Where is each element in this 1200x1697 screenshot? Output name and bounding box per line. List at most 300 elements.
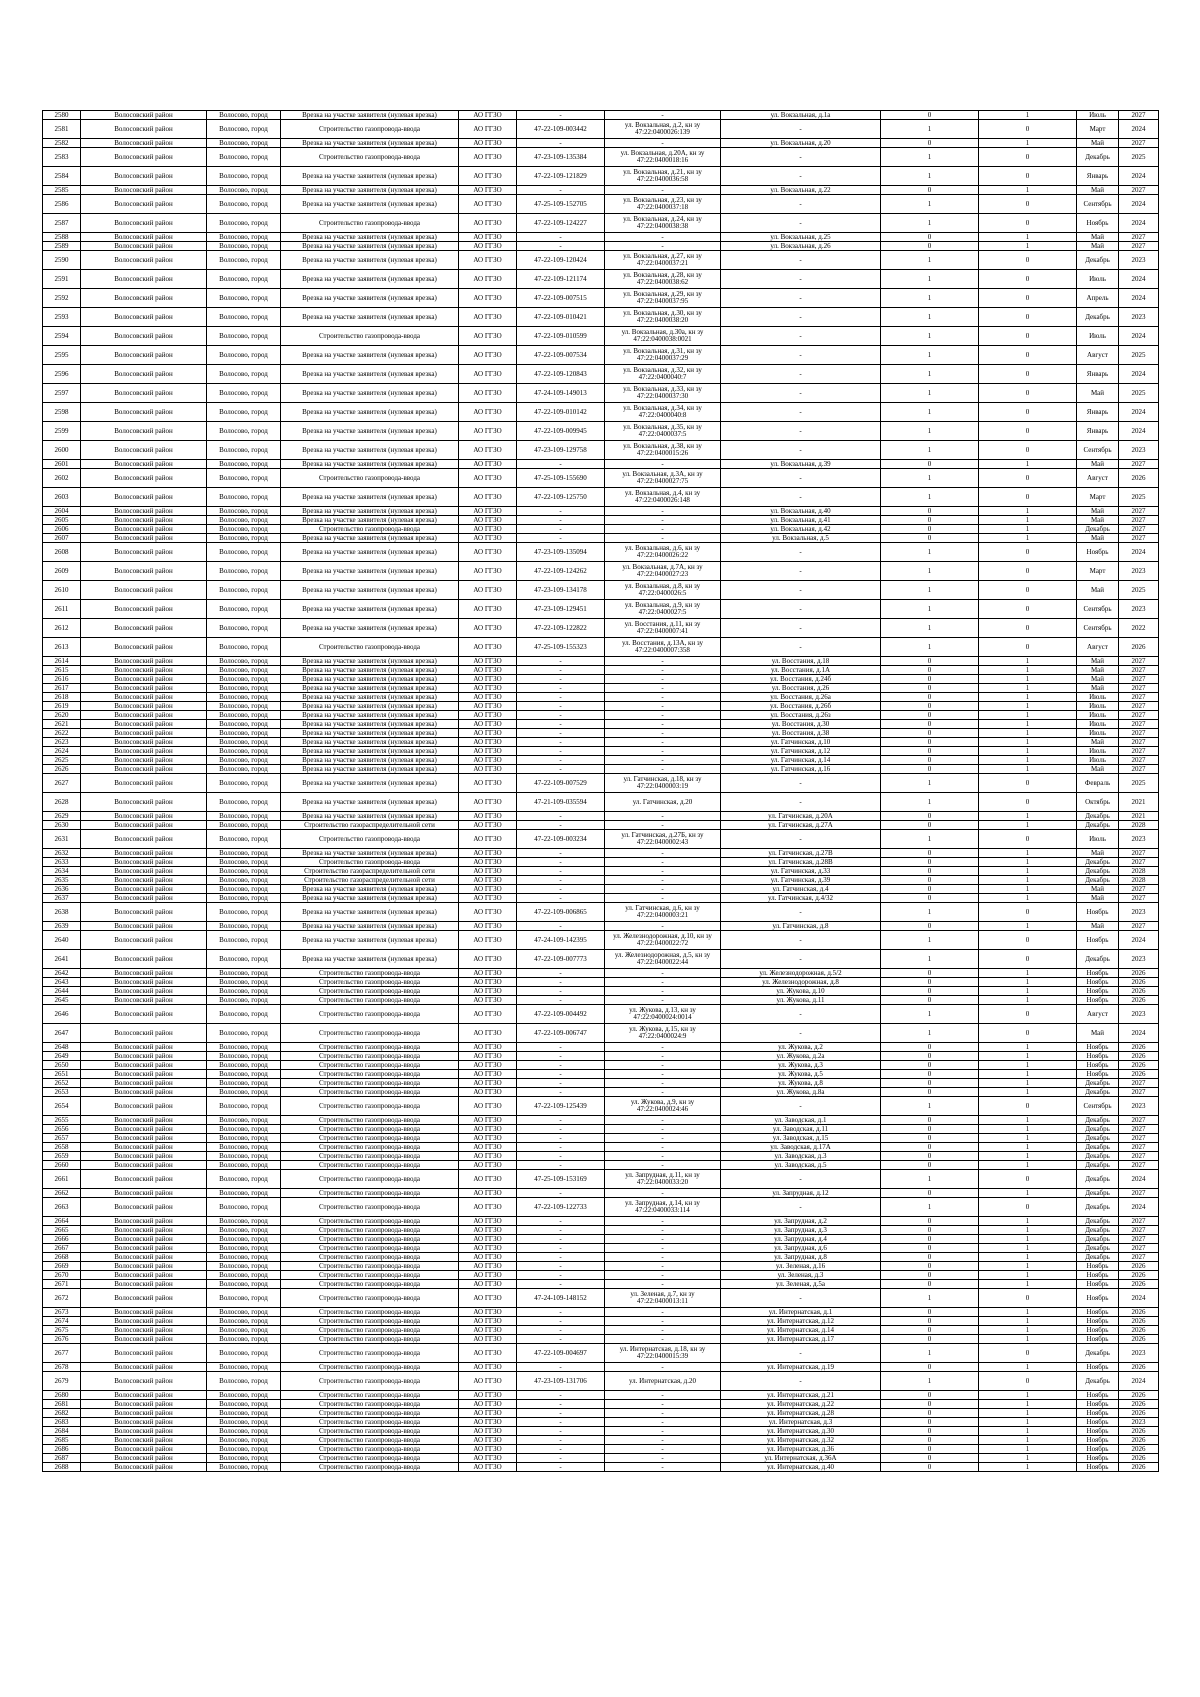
address-cell: ул. Восстания, д.26а — [721, 693, 881, 702]
settlement-cell: Волосово, город — [207, 922, 281, 931]
table-row — [43, 1289, 1159, 1308]
district-cell: Волосовский район — [81, 1125, 207, 1134]
month-cell: Ноябрь — [1077, 1052, 1119, 1061]
month-cell: Май — [1077, 516, 1119, 525]
table-row — [43, 675, 1159, 684]
month-cell: Ноябрь — [1077, 1445, 1119, 1454]
month-cell: Ноябрь — [1077, 1289, 1119, 1308]
year-cell: 2024 — [1119, 120, 1159, 139]
district-cell: Волосовский район — [81, 233, 207, 242]
organization-cell: АО ГГЗО — [459, 1391, 517, 1400]
district-cell: Волосовский район — [81, 327, 207, 346]
district-cell: Волосовский район — [81, 167, 207, 186]
settlement-cell: Волосово, город — [207, 1116, 281, 1125]
table-row — [43, 1052, 1159, 1061]
flag-b-cell: 1 — [979, 867, 1077, 876]
month-cell: Май — [1077, 139, 1119, 148]
flag-a-cell: 0 — [881, 1235, 979, 1244]
month-cell: Май — [1077, 507, 1119, 516]
application-number-cell: 47-25-109-152705 — [517, 195, 605, 214]
row-number-cell: 2684 — [43, 1427, 81, 1436]
table-row — [43, 120, 1159, 139]
address-cell: ул. Вокзальная, д.26 — [721, 242, 881, 251]
table-row — [43, 793, 1159, 812]
district-cell: Волосовский район — [81, 969, 207, 978]
cadastral-address-cell: ул. Гатчинская, д.27Б, кн зу 47:22:0400002:43 — [605, 830, 721, 849]
district-cell: Волосовский район — [81, 1052, 207, 1061]
work-type-cell: Врезка на участке заявителя (нулевая врезка) — [281, 186, 459, 195]
address-cell: ул. Вокзальная, д.25 — [721, 233, 881, 242]
table-row — [43, 638, 1159, 657]
address-cell: - — [721, 903, 881, 922]
flag-b-cell: 1 — [979, 1244, 1077, 1253]
flag-b-cell: 1 — [979, 1280, 1077, 1289]
flag-a-cell: 1 — [881, 1024, 979, 1043]
organization-cell: АО ГГЗО — [459, 756, 517, 765]
district-cell: Волосовский район — [81, 1372, 207, 1391]
flag-b-cell: 1 — [979, 1125, 1077, 1134]
settlement-cell: Волосово, город — [207, 1445, 281, 1454]
work-type-cell: Строительство газопровода-ввода — [281, 1372, 459, 1391]
table-row — [43, 1161, 1159, 1170]
district-cell: Волосовский район — [81, 1161, 207, 1170]
work-type-cell: Строительство газопровода-ввода — [281, 148, 459, 167]
cadastral-address-cell: ул. Интернатская, д.18, кн зу 47:22:0400015:39 — [605, 1344, 721, 1363]
work-type-cell: Строительство газопровода-ввода — [281, 1418, 459, 1427]
flag-a-cell: 1 — [881, 1097, 979, 1116]
row-number-cell: 2660 — [43, 1161, 81, 1170]
row-number-cell: 2580 — [43, 111, 81, 120]
month-cell: Август — [1077, 346, 1119, 365]
work-type-cell: Строительство газопровода-ввода — [281, 1024, 459, 1043]
table-row — [43, 1061, 1159, 1070]
table-row — [43, 666, 1159, 675]
settlement-cell: Волосово, город — [207, 327, 281, 346]
address-cell: - — [721, 469, 881, 488]
application-number-cell: 47-22-109-007773 — [517, 950, 605, 969]
work-type-cell: Строительство газопровода-ввода — [281, 1280, 459, 1289]
row-number-cell: 2591 — [43, 270, 81, 289]
district-cell: Волосовский район — [81, 1097, 207, 1116]
row-number-cell: 2632 — [43, 849, 81, 858]
address-cell: ул. Гатчинская, д.4 — [721, 885, 881, 894]
month-cell: Июль — [1077, 720, 1119, 729]
work-type-cell: Строительство газопровода-ввода — [281, 1436, 459, 1445]
district-cell: Волосовский район — [81, 120, 207, 139]
cadastral-address-cell: - — [605, 1400, 721, 1409]
flag-a-cell: 0 — [881, 1326, 979, 1335]
settlement-cell: Волосово, город — [207, 996, 281, 1005]
row-number-cell: 2599 — [43, 422, 81, 441]
month-cell: Декабрь — [1077, 308, 1119, 327]
flag-a-cell: 0 — [881, 1161, 979, 1170]
organization-cell: АО ГГЗО — [459, 469, 517, 488]
district-cell: Волосовский район — [81, 422, 207, 441]
row-number-cell: 2643 — [43, 978, 81, 987]
month-cell: Декабрь — [1077, 1244, 1119, 1253]
row-number-cell: 2642 — [43, 969, 81, 978]
row-number-cell: 2679 — [43, 1372, 81, 1391]
cadastral-address-cell: ул. Вокзальная, д.8, кн зу 47:22:0400026:5 — [605, 581, 721, 600]
address-cell: - — [721, 214, 881, 233]
row-number-cell: 2670 — [43, 1271, 81, 1280]
year-cell: 2026 — [1119, 1271, 1159, 1280]
table-row — [43, 747, 1159, 756]
month-cell: Декабрь — [1077, 821, 1119, 830]
year-cell: 2024 — [1119, 365, 1159, 384]
flag-a-cell: 1 — [881, 148, 979, 167]
table-row — [43, 684, 1159, 693]
cadastral-address-cell: ул. Вокзальная, д.38, кн зу 47:22:0400015:26 — [605, 441, 721, 460]
district-cell: Волосовский район — [81, 469, 207, 488]
month-cell: Декабрь — [1077, 867, 1119, 876]
work-type-cell: Строительство газопровода-ввода — [281, 1308, 459, 1317]
row-number-cell: 2665 — [43, 1226, 81, 1235]
month-cell: Май — [1077, 581, 1119, 600]
district-cell: Волосовский район — [81, 867, 207, 876]
organization-cell: АО ГГЗО — [459, 1217, 517, 1226]
work-type-cell: Строительство газораспределительной сети — [281, 876, 459, 885]
year-cell: 2027 — [1119, 1235, 1159, 1244]
organization-cell: АО ГГЗО — [459, 120, 517, 139]
table-row — [43, 1152, 1159, 1161]
month-cell: Август — [1077, 638, 1119, 657]
flag-a-cell: 0 — [881, 516, 979, 525]
organization-cell: АО ГГЗО — [459, 950, 517, 969]
cadastral-address-cell: - — [605, 1070, 721, 1079]
month-cell: Ноябрь — [1077, 1280, 1119, 1289]
organization-cell: АО ГГЗО — [459, 996, 517, 1005]
district-cell: Волосовский район — [81, 1253, 207, 1262]
year-cell: 2024 — [1119, 1198, 1159, 1217]
month-cell: Июль — [1077, 711, 1119, 720]
year-cell: 2026 — [1119, 1052, 1159, 1061]
cadastral-address-cell: ул. Железнодорожная, д.5, кн зу 47:22:0400022:44 — [605, 950, 721, 969]
work-type-cell: Строительство газораспределительной сети — [281, 821, 459, 830]
row-number-cell: 2672 — [43, 1289, 81, 1308]
flag-a-cell: 1 — [881, 950, 979, 969]
district-cell: Волосовский район — [81, 1326, 207, 1335]
settlement-cell: Волосово, город — [207, 894, 281, 903]
row-number-cell: 2674 — [43, 1317, 81, 1326]
row-number-cell: 2688 — [43, 1463, 81, 1472]
address-cell: ул. Зеленая, д.3 — [721, 1271, 881, 1280]
application-number-cell: - — [517, 1363, 605, 1372]
year-cell: 2027 — [1119, 1088, 1159, 1097]
row-number-cell: 2669 — [43, 1262, 81, 1271]
flag-a-cell: 1 — [881, 903, 979, 922]
work-type-cell: Врезка на участке заявителя (нулевая врезка) — [281, 738, 459, 747]
application-number-cell: 47-22-109-124227 — [517, 214, 605, 233]
table-row — [43, 1079, 1159, 1088]
table-row — [43, 111, 1159, 120]
month-cell: Декабрь — [1077, 1253, 1119, 1262]
settlement-cell: Волосово, город — [207, 270, 281, 289]
table-row — [43, 1445, 1159, 1454]
flag-a-cell: 1 — [881, 774, 979, 793]
row-number-cell: 2633 — [43, 858, 81, 867]
cadastral-address-cell: ул. Вокзальная, д.20А, кн зу 47:22:0400018:16 — [605, 148, 721, 167]
year-cell: 2022 — [1119, 619, 1159, 638]
flag-b-cell: 1 — [979, 1152, 1077, 1161]
cadastral-address-cell: - — [605, 1253, 721, 1262]
flag-a-cell: 1 — [881, 251, 979, 270]
application-number-cell: 47-25-109-155323 — [517, 638, 605, 657]
work-type-cell: Строительство газопровода-ввода — [281, 830, 459, 849]
application-number-cell: - — [517, 821, 605, 830]
address-cell: ул. Вокзальная, д.41 — [721, 516, 881, 525]
table-row — [43, 987, 1159, 996]
flag-b-cell: 1 — [979, 969, 1077, 978]
application-number-cell: - — [517, 1436, 605, 1445]
year-cell: 2026 — [1119, 996, 1159, 1005]
application-number-cell: 47-22-109-003442 — [517, 120, 605, 139]
row-number-cell: 2671 — [43, 1280, 81, 1289]
year-cell: 2024 — [1119, 422, 1159, 441]
address-cell: ул. Запрудная, д.4 — [721, 1235, 881, 1244]
flag-b-cell: 1 — [979, 729, 1077, 738]
flag-a-cell: 0 — [881, 729, 979, 738]
work-type-cell: Строительство газопровода-ввода — [281, 1344, 459, 1363]
flag-a-cell: 0 — [881, 996, 979, 1005]
address-cell: ул. Жукова, д.11 — [721, 996, 881, 1005]
year-cell: 2027 — [1119, 675, 1159, 684]
work-type-cell: Строительство газопровода-ввода — [281, 1052, 459, 1061]
organization-cell: АО ГГЗО — [459, 422, 517, 441]
cadastral-address-cell: - — [605, 1427, 721, 1436]
row-number-cell: 2606 — [43, 525, 81, 534]
cadastral-address-cell: - — [605, 969, 721, 978]
application-number-cell: 47-22-109-009945 — [517, 422, 605, 441]
month-cell: Декабрь — [1077, 858, 1119, 867]
year-cell: 2026 — [1119, 1262, 1159, 1271]
settlement-cell: Волосово, город — [207, 346, 281, 365]
table-row — [43, 1235, 1159, 1244]
year-cell: 2025 — [1119, 774, 1159, 793]
settlement-cell: Волосово, город — [207, 1253, 281, 1262]
address-cell: - — [721, 1198, 881, 1217]
table-row — [43, 365, 1159, 384]
cadastral-address-cell: - — [605, 1217, 721, 1226]
district-cell: Волосовский район — [81, 996, 207, 1005]
table-row — [43, 195, 1159, 214]
address-cell: ул. Заводская, д.5 — [721, 1161, 881, 1170]
flag-b-cell: 0 — [979, 384, 1077, 403]
flag-b-cell: 1 — [979, 747, 1077, 756]
cadastral-address-cell: - — [605, 1235, 721, 1244]
year-cell: 2024 — [1119, 289, 1159, 308]
table-row — [43, 460, 1159, 469]
work-type-cell: Врезка на участке заявителя (нулевая врезка) — [281, 308, 459, 327]
flag-b-cell: 1 — [979, 996, 1077, 1005]
table-row — [43, 384, 1159, 403]
flag-a-cell: 0 — [881, 867, 979, 876]
district-cell: Волосовский район — [81, 876, 207, 885]
work-type-cell: Врезка на участке заявителя (нулевая врезка) — [281, 684, 459, 693]
address-cell: ул. Вокзальная, д.39 — [721, 460, 881, 469]
address-cell: ул. Железнодорожная, д.5/2 — [721, 969, 881, 978]
organization-cell: АО ГГЗО — [459, 233, 517, 242]
settlement-cell: Волосово, город — [207, 693, 281, 702]
flag-b-cell: 1 — [979, 1052, 1077, 1061]
work-type-cell: Врезка на участке заявителя (нулевая врезка) — [281, 270, 459, 289]
settlement-cell: Волосово, город — [207, 1400, 281, 1409]
flag-b-cell: 0 — [979, 581, 1077, 600]
address-cell: ул. Интернатская, д.40 — [721, 1463, 881, 1472]
cadastral-address-cell: - — [605, 1125, 721, 1134]
settlement-cell: Волосово, город — [207, 441, 281, 460]
district-cell: Волосовский район — [81, 1170, 207, 1189]
organization-cell: АО ГГЗО — [459, 1326, 517, 1335]
address-cell: ул. Гатчинская, д.8 — [721, 922, 881, 931]
district-cell: Волосовский район — [81, 987, 207, 996]
year-cell: 2027 — [1119, 139, 1159, 148]
year-cell: 2024 — [1119, 1170, 1159, 1189]
work-type-cell: Строительство газопровода-ввода — [281, 978, 459, 987]
month-cell: Май — [1077, 675, 1119, 684]
settlement-cell: Волосово, город — [207, 987, 281, 996]
application-number-cell: - — [517, 1463, 605, 1472]
month-cell: Ноябрь — [1077, 543, 1119, 562]
cadastral-address-cell: - — [605, 876, 721, 885]
work-type-cell: Врезка на участке заявителя (нулевая врезка) — [281, 600, 459, 619]
month-cell: Сентябрь — [1077, 619, 1119, 638]
flag-a-cell: 0 — [881, 1244, 979, 1253]
settlement-cell: Волосово, город — [207, 876, 281, 885]
address-cell: ул. Гатчинская, д.16 — [721, 765, 881, 774]
cadastral-address-cell: - — [605, 885, 721, 894]
application-number-cell: 47-25-109-155690 — [517, 469, 605, 488]
cadastral-address-cell: ул. Запрудная, д.14, кн зу 47:22:0400033:114 — [605, 1198, 721, 1217]
flag-a-cell: 0 — [881, 1116, 979, 1125]
table-row — [43, 1024, 1159, 1043]
organization-cell: АО ГГЗО — [459, 441, 517, 460]
organization-cell: АО ГГЗО — [459, 684, 517, 693]
row-number-cell: 2681 — [43, 1400, 81, 1409]
address-cell: ул. Интернатская, д.36 — [721, 1445, 881, 1454]
flag-b-cell: 0 — [979, 120, 1077, 139]
address-cell: - — [721, 830, 881, 849]
address-cell: ул. Интернатская, д.1 — [721, 1308, 881, 1317]
table-row — [43, 1363, 1159, 1372]
cadastral-address-cell: - — [605, 242, 721, 251]
year-cell: 2027 — [1119, 858, 1159, 867]
month-cell: Январь — [1077, 403, 1119, 422]
table-row — [43, 1344, 1159, 1363]
cadastral-address-cell: - — [605, 675, 721, 684]
district-cell: Волосовский район — [81, 488, 207, 507]
flag-a-cell: 0 — [881, 969, 979, 978]
settlement-cell: Волосово, город — [207, 738, 281, 747]
flag-b-cell: 0 — [979, 774, 1077, 793]
application-number-cell: 47-22-109-010142 — [517, 403, 605, 422]
flag-b-cell: 1 — [979, 1116, 1077, 1125]
table-row — [43, 1189, 1159, 1198]
address-cell: - — [721, 774, 881, 793]
year-cell: 2024 — [1119, 1024, 1159, 1043]
month-cell: Ноябрь — [1077, 969, 1119, 978]
row-number-cell: 2625 — [43, 756, 81, 765]
address-cell: - — [721, 1344, 881, 1363]
flag-a-cell: 0 — [881, 987, 979, 996]
flag-b-cell: 1 — [979, 1454, 1077, 1463]
year-cell: 2027 — [1119, 894, 1159, 903]
cadastral-address-cell: - — [605, 1317, 721, 1326]
row-number-cell: 2683 — [43, 1418, 81, 1427]
organization-cell: АО ГГЗО — [459, 1409, 517, 1418]
year-cell: 2025 — [1119, 346, 1159, 365]
settlement-cell: Волосово, город — [207, 1418, 281, 1427]
address-cell: ул. Гатчинская, д.39 — [721, 876, 881, 885]
table-row — [43, 922, 1159, 931]
cadastral-address-cell: - — [605, 756, 721, 765]
organization-cell: АО ГГЗО — [459, 765, 517, 774]
month-cell: Март — [1077, 488, 1119, 507]
cadastral-address-cell: - — [605, 812, 721, 821]
application-number-cell: - — [517, 1409, 605, 1418]
address-cell: ул. Гатчинская, д.28В — [721, 858, 881, 867]
cadastral-address-cell: - — [605, 1335, 721, 1344]
cadastral-address-cell: ул. Железнодорожная, д.10, кн зу 47:22:0400022:72 — [605, 931, 721, 950]
table-row — [43, 1097, 1159, 1116]
district-cell: Волосовский район — [81, 1409, 207, 1418]
settlement-cell: Волосово, город — [207, 885, 281, 894]
month-cell: Ноябрь — [1077, 1271, 1119, 1280]
organization-cell: АО ГГЗО — [459, 139, 517, 148]
month-cell: Ноябрь — [1077, 1308, 1119, 1317]
settlement-cell: Волосово, город — [207, 1262, 281, 1271]
address-cell: ул. Восстания, д.30 — [721, 720, 881, 729]
flag-b-cell: 0 — [979, 1344, 1077, 1363]
organization-cell: АО ГГЗО — [459, 858, 517, 867]
row-number-cell: 2666 — [43, 1235, 81, 1244]
application-number-cell: - — [517, 1454, 605, 1463]
flag-a-cell: 0 — [881, 1436, 979, 1445]
district-cell: Волосовский район — [81, 562, 207, 581]
year-cell: 2027 — [1119, 1143, 1159, 1152]
work-type-cell: Строительство газопровода-ввода — [281, 1143, 459, 1152]
address-cell: ул. Гатчинская, д.33 — [721, 867, 881, 876]
work-type-cell: Строительство газопровода-ввода — [281, 858, 459, 867]
settlement-cell: Волосово, город — [207, 978, 281, 987]
organization-cell: АО ГГЗО — [459, 488, 517, 507]
month-cell: Май — [1077, 922, 1119, 931]
address-cell: ул. Жукова, д.8 — [721, 1079, 881, 1088]
district-cell: Волосовский район — [81, 516, 207, 525]
work-type-cell: Врезка на участке заявителя (нулевая врезка) — [281, 460, 459, 469]
address-cell: - — [721, 346, 881, 365]
flag-a-cell: 0 — [881, 1134, 979, 1143]
row-number-cell: 2626 — [43, 765, 81, 774]
year-cell: 2023 — [1119, 562, 1159, 581]
row-number-cell: 2661 — [43, 1170, 81, 1189]
cadastral-address-cell: ул. Вокзальная, д.30а, кн зу 47:22:0400038:0021 — [605, 327, 721, 346]
settlement-cell: Волосово, город — [207, 384, 281, 403]
row-number-cell: 2594 — [43, 327, 81, 346]
flag-b-cell: 1 — [979, 1043, 1077, 1052]
flag-b-cell: 1 — [979, 507, 1077, 516]
month-cell: Декабрь — [1077, 1143, 1119, 1152]
document-page — [42, 110, 1158, 1472]
year-cell: 2027 — [1119, 1152, 1159, 1161]
cadastral-address-cell: - — [605, 534, 721, 543]
cadastral-address-cell: - — [605, 720, 721, 729]
work-type-cell: Врезка на участке заявителя (нулевая врезка) — [281, 516, 459, 525]
flag-b-cell: 1 — [979, 756, 1077, 765]
flag-a-cell: 0 — [881, 1226, 979, 1235]
organization-cell: АО ГГЗО — [459, 1308, 517, 1317]
year-cell: 2023 — [1119, 1097, 1159, 1116]
